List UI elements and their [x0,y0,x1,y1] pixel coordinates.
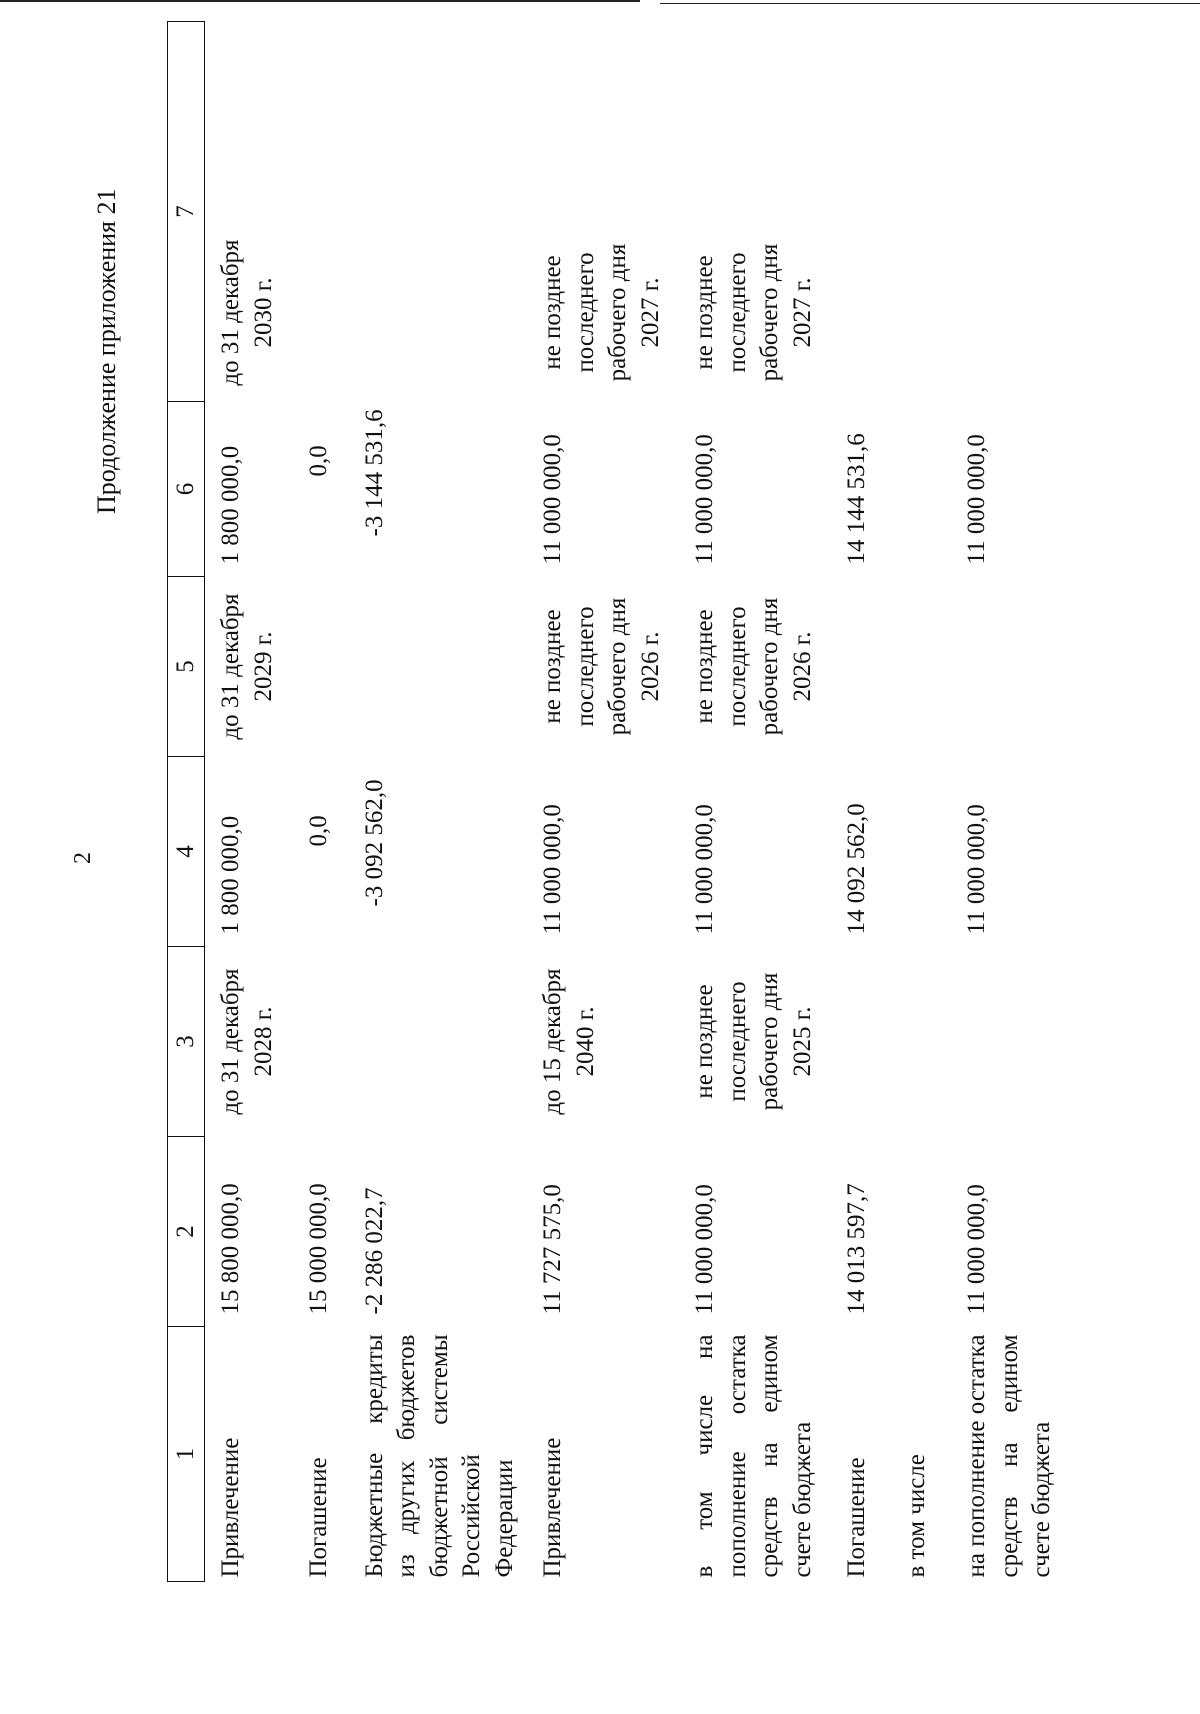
amount-cell: 11 000 000,0 [963,434,990,565]
term-text: до 31 декабря 2028 г. [217,968,277,1115]
amount-cell: 11 727 575,0 [539,1184,566,1315]
header-row [168,22,205,1582]
row-label: в том числе на пополнение остатка средств на едином счете бюджета [691,1334,816,1578]
table-row [679,22,831,1582]
term-cell [831,947,891,1137]
term-cell [349,577,528,757]
page-number: 2 [70,852,96,864]
table-row [891,22,951,1582]
amount-cell: 14 144 531,6 [843,433,870,565]
term-cell [349,947,528,1137]
term-cell [679,947,831,1137]
term-cell [527,22,679,402]
amount-cell: 0,0 [304,815,332,847]
term-cell [205,947,293,1137]
col-header-2: 2 [168,1137,205,1327]
amount-cell: 0,0 [304,445,332,477]
amount-cell: 14 013 597,7 [843,1183,870,1315]
row-label: на пополнение остатка средств на едином счете бюджета [963,1334,1055,1578]
row-label: Погашение [843,1457,870,1578]
row-label: Погашение [304,1457,332,1578]
term-cell [951,947,1071,1137]
col-header-7: 7 [168,22,205,402]
row-label: Бюджетные кредиты из других бюджетов бюджетной системы Российской Федерации [360,1334,518,1578]
col-header-3: 3 [168,947,205,1137]
term-cell [349,22,528,402]
term-cell [293,947,349,1137]
term-cell [527,577,679,757]
amount-cell: 1 800 000,0 [217,815,244,935]
term-cell [205,577,293,757]
amount-cell: 11 000 000,0 [691,1184,718,1315]
table-row [293,22,349,1582]
amount-cell: 14 092 562,0 [843,803,870,935]
amount-cell: 1 800 000,0 [217,445,244,565]
amount-cell: 11 000 000,0 [539,804,566,935]
budget-table [167,21,1071,1582]
term-cell [951,22,1071,402]
term-text: не позднее последнего рабочего дня 2027 г. [539,243,664,382]
table-row [951,22,1071,1582]
term-cell [891,577,951,757]
term-text: не позднее последнего рабочего дня 2025 г. [691,972,816,1111]
term-cell [891,947,951,1137]
row-label: Привлечение [539,1437,566,1578]
term-cell [527,947,679,1137]
amount-cell: -3 144 531,6 [360,409,388,537]
row-label: в том числе [903,1454,930,1578]
term-text: до 31 декабря 2029 г. [217,593,277,740]
amount-cell: 15 800 000,0 [217,1183,244,1315]
amount-cell: 11 000 000,0 [963,804,990,935]
amount-cell [891,1137,951,1327]
term-cell [951,577,1071,757]
amount-cell: 11 000 000,0 [539,434,566,565]
term-cell [293,22,349,402]
amount-cell [891,402,951,577]
table-row [205,22,293,1582]
term-cell [679,22,831,402]
term-text: до 15 декабря 2040 г. [539,968,599,1115]
table-row [527,22,679,1582]
term-cell [205,22,293,402]
col-header-4: 4 [168,757,205,947]
amount-cell [891,757,951,947]
appendix-caption: Продолжение приложения 21 [92,188,121,514]
amount-cell: -2 286 022,7 [360,1187,388,1315]
amount-cell: 15 000 000,0 [304,1183,332,1315]
term-cell [831,577,891,757]
term-cell [831,22,891,402]
row-label: Привлечение [217,1437,244,1578]
term-text: до 31 декабря 2030 г. [217,239,277,386]
term-text: не позднее последнего рабочего дня 2026 г. [539,597,664,736]
term-cell [679,577,831,757]
table-row [349,22,528,1582]
term-text: не позднее последнего рабочего дня 2027 г. [691,243,816,382]
col-header-1: 1 [168,1327,205,1582]
amount-cell: 11 000 000,0 [963,1184,990,1315]
col-header-6: 6 [168,402,205,577]
term-cell [293,577,349,757]
amount-cell: -3 092 562,0 [360,779,388,907]
amount-cell: 11 000 000,0 [691,804,718,935]
amount-cell: 11 000 000,0 [691,434,718,565]
term-cell [891,22,951,402]
table-row [831,22,891,1582]
col-header-5: 5 [168,577,205,757]
term-text: не позднее последнего рабочего дня 2026 г. [691,597,816,736]
